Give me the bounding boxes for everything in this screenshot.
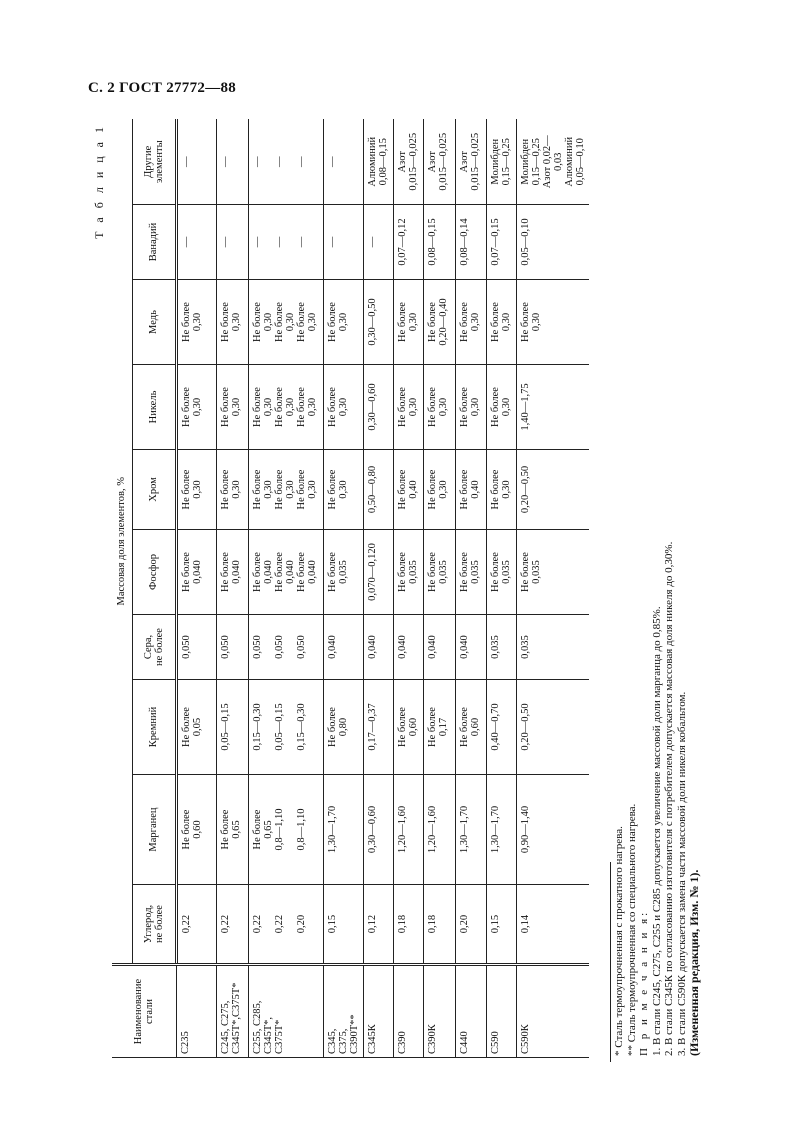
silicon-cell: Не более 0,17 — [423, 680, 455, 775]
carbon-cell: 0,18 — [423, 885, 455, 965]
header-phosphorus: Фосфор — [132, 530, 176, 615]
other-elements-cell: — — [216, 120, 248, 205]
nickel-cell: 1,40—1,75 — [516, 365, 589, 450]
silicon-cell: 0,17—0,37 — [363, 680, 393, 775]
vanadium-cell: — — — — [248, 205, 323, 280]
manganese-cell: 1,30—1,70 — [455, 775, 486, 885]
phosphorus-cell: Не более 0,035 — [516, 530, 589, 615]
chromium-cell: Не более 0,40 — [455, 450, 486, 530]
vanadium-cell: — — [363, 205, 393, 280]
header-nickel: Никель — [132, 365, 176, 450]
table-row — [248, 120, 323, 1058]
header-carbon: Углерод, не более — [132, 885, 176, 965]
header-silicon: Кремний — [132, 680, 176, 775]
phosphorus-cell: Не более 0,035 — [423, 530, 455, 615]
phosphorus-cell: Не более 0,035 — [323, 530, 363, 615]
sulfur-cell: 0,050 0,050 0,050 — [248, 615, 323, 680]
nickel-cell: Не более 0,30 Не более 0,30 Не более 0,30 — [248, 365, 323, 450]
chromium-cell: 0,20—0,50 — [516, 450, 589, 530]
vanadium-cell: — — [176, 205, 216, 280]
carbon-cell: 0,20 — [455, 885, 486, 965]
table-caption: Т а б л и ц а 1 — [92, 124, 106, 239]
note-2: 2. В стали С345К по согласованию изготовителя с потребителем допускается массовая доля никеля до 0,30%. — [663, 541, 675, 1056]
manganese-cell: 1,30—1,70 — [323, 775, 363, 885]
notes-divider — [610, 862, 611, 1062]
sulfur-cell: 0,040 — [393, 615, 423, 680]
nickel-cell: Не более 0,30 — [455, 365, 486, 450]
nickel-cell: 0,30—0,60 — [363, 365, 393, 450]
copper-cell: Не более 0,30 Не более 0,30 Не более 0,30 — [248, 280, 323, 365]
amendment-note: (Измененная редакция, Изм. № 1). — [687, 869, 701, 1056]
silicon-cell: Не более 0,80 — [323, 680, 363, 775]
header-manganese: Марганец — [132, 775, 176, 885]
manganese-cell: Не более 0,60 — [176, 775, 216, 885]
chromium-cell: Не более 0,30 — [423, 450, 455, 530]
silicon-cell: 0,05—0,15 — [216, 680, 248, 775]
notes — [613, 126, 701, 1056]
steel-name-cell: С440 — [455, 965, 486, 1058]
nickel-cell: Не более 0,30 — [423, 365, 455, 450]
header-sulfur: Сера, не более — [132, 615, 176, 680]
carbon-cell: 0,22 — [176, 885, 216, 965]
chromium-cell: Не более 0,30 Не более 0,30 Не более 0,30 — [248, 450, 323, 530]
sulfur-cell: 0,040 — [455, 615, 486, 680]
table-row — [423, 120, 455, 1058]
carbon-cell: 0,12 — [363, 885, 393, 965]
carbon-cell: 0,22 0,22 0,20 — [248, 885, 323, 965]
manganese-cell: 1,30—1,70 — [486, 775, 516, 885]
carbon-cell: 0,14 — [516, 885, 589, 965]
nickel-cell: Не более 0,30 — [393, 365, 423, 450]
copper-cell: Не более 0,30 — [486, 280, 516, 365]
sulfur-cell: 0,050 — [216, 615, 248, 680]
copper-cell: Не более 0,20—0,40 — [423, 280, 455, 365]
sulfur-cell: 0,035 — [486, 615, 516, 680]
other-elements-cell: Азот 0,015—0,025 — [455, 120, 486, 205]
sulfur-cell: 0,040 — [423, 615, 455, 680]
carbon-cell: 0,22 — [216, 885, 248, 965]
copper-cell: Не более 0,30 — [393, 280, 423, 365]
chemical-composition-table — [112, 120, 589, 1059]
header-chromium: Хром — [132, 450, 176, 530]
table-row — [486, 120, 516, 1058]
phosphorus-cell: 0,070—0,120 — [363, 530, 393, 615]
table-row — [323, 120, 363, 1058]
steel-name-cell: С345, С375, С390Т** — [323, 965, 363, 1058]
carbon-cell: 0,18 — [393, 885, 423, 965]
nickel-cell: Не более 0,30 — [323, 365, 363, 450]
footnote-2: ** Сталь термоупрочненная со специального нагрева. — [625, 803, 638, 1056]
vanadium-cell: 0,05—0,10 — [516, 205, 589, 280]
header-other-elements: Другие элементы — [132, 120, 176, 205]
table-row — [393, 120, 423, 1058]
vanadium-cell: 0,07—0,15 — [486, 205, 516, 280]
vanadium-cell: — — [323, 205, 363, 280]
vanadium-cell: 0,07—0,12 — [393, 205, 423, 280]
other-elements-cell: Алюминий 0,08—0,15 — [363, 120, 393, 205]
sulfur-cell: 0,050 — [176, 615, 216, 680]
phosphorus-cell: Не более 0,040 Не более 0,040 Не более 0,040 — [248, 530, 323, 615]
note-1: 1. В стали С245, С275, С255 и С285 допускается увеличение массовой доли марганца до 0,85%. — [650, 606, 663, 1056]
other-elements-cell: — — [176, 120, 216, 205]
copper-cell: Не более 0,30 — [176, 280, 216, 365]
phosphorus-cell: Не более 0,035 — [455, 530, 486, 615]
steel-name-cell: С590К — [516, 965, 589, 1058]
steel-name-cell: С255, С285, С345Т*, С375Т* — [248, 965, 323, 1058]
silicon-cell: Не более 0,05 — [176, 680, 216, 775]
copper-cell: Не более 0,30 — [216, 280, 248, 365]
other-elements-cell: Молибден 0,15—0,25 Азот 0,02— 0,03 Алюминий 0,05—0,10 — [516, 120, 589, 205]
nickel-cell: Не более 0,30 — [216, 365, 248, 450]
table-row — [363, 120, 393, 1058]
chromium-cell: Не более 0,40 — [393, 450, 423, 530]
other-elements-cell: Азот 0,015—0,025 — [393, 120, 423, 205]
silicon-cell: 0,15—0,30 0,05—0,15 0,15—0,30 — [248, 680, 323, 775]
chromium-cell: Не более 0,30 — [323, 450, 363, 530]
phosphorus-cell: Не более 0,040 — [216, 530, 248, 615]
silicon-cell: 0,20—0,50 — [516, 680, 589, 775]
manganese-cell: Не более 0,65 0,8—1,10 0,8—1,10 — [248, 775, 323, 885]
copper-cell: 0,30—0,50 — [363, 280, 393, 365]
carbon-cell: 0,15 — [323, 885, 363, 965]
carbon-cell: 0,15 — [486, 885, 516, 965]
other-elements-cell: Молибден 0,15—0,25 — [486, 120, 516, 205]
manganese-cell: 0,90—1,40 — [516, 775, 589, 885]
sulfur-cell: 0,040 — [363, 615, 393, 680]
copper-cell: Не более 0,30 — [455, 280, 486, 365]
vanadium-cell: 0,08—0,15 — [423, 205, 455, 280]
nickel-cell: Не более 0,30 — [176, 365, 216, 450]
header-copper: Медь — [132, 280, 176, 365]
page-header: С. 2 ГОСТ 27772—88 — [88, 80, 237, 96]
steel-name-cell: С590 — [486, 965, 516, 1058]
steel-name-cell: С245, С275, С345Т*,С375Т* — [216, 965, 248, 1058]
nickel-cell: Не более 0,30 — [486, 365, 516, 450]
table-row — [516, 120, 589, 1058]
header-steel-name: Наименование стали — [112, 965, 176, 1058]
steel-name-cell: С235 — [176, 965, 216, 1058]
header-mass-fraction: Массовая доля элементов, % — [112, 120, 132, 965]
manganese-cell: 1,20—1,60 — [423, 775, 455, 885]
steel-name-cell: С390К — [423, 965, 455, 1058]
copper-cell: Не более 0,30 — [323, 280, 363, 365]
sulfur-cell: 0,035 — [516, 615, 589, 680]
silicon-cell: Не более 0,60 — [455, 680, 486, 775]
phosphorus-cell: Не более 0,035 — [486, 530, 516, 615]
manganese-cell: 0,30—0,60 — [363, 775, 393, 885]
other-elements-cell: — — [323, 120, 363, 205]
chromium-cell: 0,50—0,80 — [363, 450, 393, 530]
steel-name-cell: С390 — [393, 965, 423, 1058]
chromium-cell: Не более 0,30 — [216, 450, 248, 530]
rotated-table-block — [88, 112, 748, 1062]
copper-cell: Не более 0,30 — [516, 280, 589, 365]
chromium-cell: Не более 0,30 — [176, 450, 216, 530]
manganese-cell: 1,20—1,60 — [393, 775, 423, 885]
phosphorus-cell: Не более 0,040 — [176, 530, 216, 615]
other-elements-cell: — — — — [248, 120, 323, 205]
header-vanadium: Ванадий — [132, 205, 176, 280]
footnote-1: * Сталь термоупрочненная с прокатного нагрева. — [613, 826, 625, 1056]
other-elements-cell: Азот 0,015—0,025 — [423, 120, 455, 205]
vanadium-cell: — — [216, 205, 248, 280]
vanadium-cell: 0,08—0,14 — [455, 205, 486, 280]
notes-title: П р и м е ч а н и я: — [638, 909, 650, 1056]
phosphorus-cell: Не более 0,035 — [393, 530, 423, 615]
table-row — [216, 120, 248, 1058]
silicon-cell: Не более 0,60 — [393, 680, 423, 775]
silicon-cell: 0,40—0,70 — [486, 680, 516, 775]
table-row — [176, 120, 216, 1058]
table-row — [455, 120, 486, 1058]
chromium-cell: Не более 0,30 — [486, 450, 516, 530]
note-3: 3. В стали С590К допускается замена части массовой доли никеля кобальтом. — [675, 691, 688, 1056]
sulfur-cell: 0,040 — [323, 615, 363, 680]
manganese-cell: Не более 0,65 — [216, 775, 248, 885]
steel-name-cell: С345К — [363, 965, 393, 1058]
